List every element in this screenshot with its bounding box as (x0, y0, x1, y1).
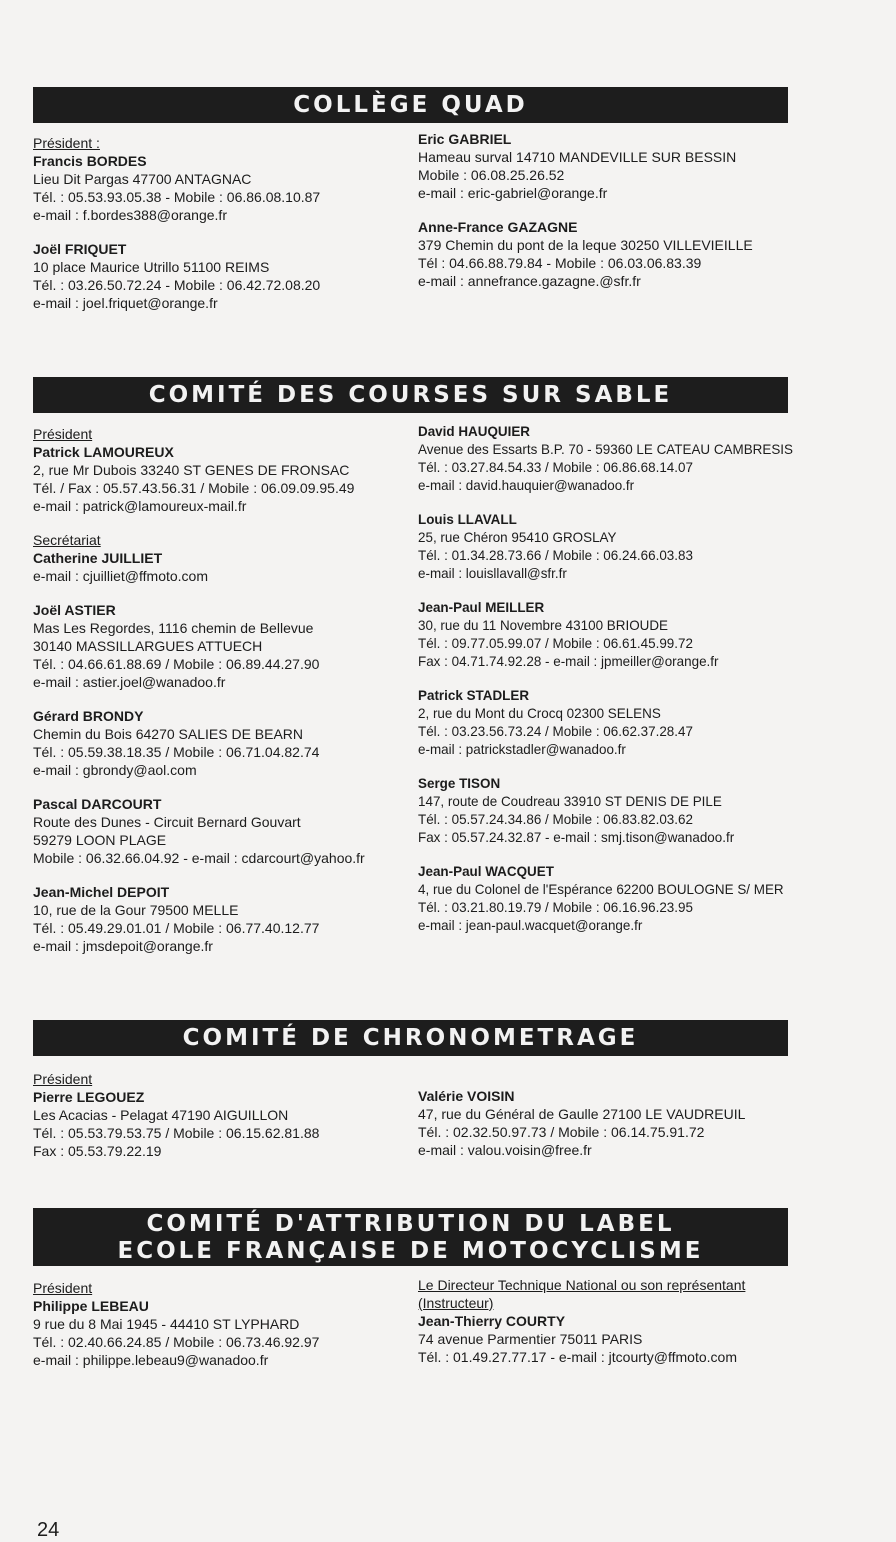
contact-block (33, 883, 403, 955)
section-banner-courses-sur-sable (33, 377, 788, 413)
chronometrage-right-column (418, 1087, 793, 1175)
contact-block (418, 510, 795, 582)
contact-detail-line: 74 avenue Parmentier 75011 PARIS (418, 1331, 643, 1347)
contact-block (418, 598, 795, 670)
contact-detail-line: e-mail : jean-paul.wacquet@orange.fr (418, 917, 643, 933)
contact-name: Jean-Paul MEILLER (418, 599, 545, 615)
contact-block (33, 531, 403, 585)
contact-role: Président (33, 426, 93, 442)
contact-name: Patrick STADLER (418, 687, 530, 703)
contact-detail-line: e-mail : philippe.lebeau9@wanadoo.fr (33, 1352, 269, 1368)
contact-name: Jean-Paul WACQUET (418, 863, 554, 879)
contact-detail-line: e-mail : joel.friquet@orange.fr (33, 295, 218, 311)
contact-role: Président : (33, 135, 100, 151)
contact-block (418, 130, 793, 202)
contact-detail-line: 2, rue Mr Dubois 33240 ST GENES DE FRONSAC (33, 462, 350, 478)
contact-name: Pascal DARCOURT (33, 796, 162, 812)
contact-detail-line: e-mail : astier.joel@wanadoo.fr (33, 674, 226, 690)
contact-detail-line: Route des Dunes - Circuit Bernard Gouvart (33, 814, 301, 830)
contact-detail-line: e-mail : gbrondy@aol.com (33, 762, 197, 778)
contact-detail-line: Mobile : 06.08.25.26.52 (418, 167, 565, 183)
contact-detail-line: Mas Les Regordes, 1116 chemin de Bellevue (33, 620, 314, 636)
contact-block (418, 1276, 793, 1366)
contact-name: Joël ASTIER (33, 602, 116, 618)
contact-detail-line: e-mail : annefrance.gazagne.@sfr.fr (418, 273, 641, 289)
contact-detail-line: 10 place Maurice Utrillo 51100 REIMS (33, 259, 270, 275)
contact-block (33, 425, 403, 515)
contact-detail-line: Tél. : 05.59.38.18.35 / Mobile : 06.71.04.82.74 (33, 744, 320, 760)
contact-detail-line: Mobile : 06.32.66.04.92 - e-mail : cdarcourt@yahoo.fr (33, 850, 365, 866)
contact-detail-line: Tél. : 03.26.50.72.24 - Mobile : 06.42.72.08.20 (33, 277, 321, 293)
contact-detail-line: Tél. : 05.53.79.53.75 / Mobile : 06.15.62.81.88 (33, 1125, 320, 1141)
contact-detail-line: Fax : 05.53.79.22.19 (33, 1143, 162, 1159)
contact-detail-line: Tél. : 02.40.66.24.85 / Mobile : 06.73.46.92.97 (33, 1334, 320, 1350)
label-efm-right-column (418, 1276, 793, 1382)
contact-block (33, 601, 403, 691)
contact-detail-line: e-mail : david.hauquier@wanadoo.fr (418, 477, 635, 493)
contact-name: Jean-Thierry COURTY (418, 1313, 566, 1329)
contact-block (418, 422, 795, 494)
contact-detail-line: 30140 MASSILLARGUES ATTUECH (33, 638, 263, 654)
contact-role: Président (33, 1071, 93, 1087)
contact-detail-line: 4, rue du Colonel de l'Espérance 62200 BOULOGNE S/ MER (418, 881, 784, 897)
contact-detail-line: 30, rue du 11 Novembre 43100 BRIOUDE (418, 617, 669, 633)
contact-detail-line: e-mail : patrickstadler@wanadoo.fr (418, 741, 626, 757)
contact-role: Le Directeur Technique National ou son représentant (Instructeur) (418, 1277, 746, 1311)
contact-detail-line: e-mail : louisllavall@sfr.fr (418, 565, 567, 581)
contact-name: Patrick LAMOUREUX (33, 444, 174, 460)
contact-detail-line: Tél. : 02.32.50.97.73 / Mobile : 06.14.75.91.72 (418, 1124, 705, 1140)
contact-detail-line: 25, rue Chéron 95410 GROSLAY (418, 529, 617, 545)
contact-name: Serge TISON (418, 775, 501, 791)
contact-detail-line: Tél. : 04.66.61.88.69 / Mobile : 06.89.44.27.90 (33, 656, 320, 672)
contact-name: Philippe LEBEAU (33, 1298, 149, 1314)
contact-detail-line: e-mail : eric-gabriel@orange.fr (418, 185, 608, 201)
contact-role: Président (33, 1280, 93, 1296)
contact-detail-line: Tél. : 05.49.29.01.01 / Mobile : 06.77.40.12.77 (33, 920, 320, 936)
contact-name: Francis BORDES (33, 153, 147, 169)
section-banner-chronometrage (33, 1020, 788, 1056)
college-quad-left-column (33, 134, 403, 328)
contact-detail-line: 147, route de Coudreau 33910 ST DENIS DE PILE (418, 793, 722, 809)
contact-detail-line: 379 Chemin du pont de la leque 30250 VILLEVIEILLE (418, 237, 753, 253)
contact-detail-line: Tél. : 09.77.05.99.07 / Mobile : 06.61.45.99.72 (418, 635, 693, 651)
section-title-line-1: COMITÉ D'ATTRIBUTION DU LABEL (146, 1211, 675, 1237)
contact-name: Eric GABRIEL (418, 131, 512, 147)
contact-block (33, 1279, 403, 1369)
contact-name: Joël FRIQUET (33, 241, 127, 257)
contact-detail-line: 47, rue du Général de Gaulle 27100 LE VAUDREUIL (418, 1106, 746, 1122)
contact-block (33, 707, 403, 779)
contact-detail-line: Tél. : 03.27.84.54.33 / Mobile : 06.86.68.14.07 (418, 459, 693, 475)
contact-detail-line: Fax : 04.71.74.92.28 - e-mail : jpmeiller@orange.fr (418, 653, 719, 669)
contact-detail-line: e-mail : cjuilliet@ffmoto.com (33, 568, 208, 584)
contact-name: Anne-France GAZAGNE (418, 219, 578, 235)
contact-block (418, 686, 795, 758)
contact-block (33, 134, 403, 224)
contact-name: Gérard BRONDY (33, 708, 144, 724)
contact-detail-line: e-mail : patrick@lamoureux-mail.fr (33, 498, 247, 514)
contact-block (33, 1070, 403, 1160)
contact-name: Pierre LEGOUEZ (33, 1089, 145, 1105)
contact-detail-line: Tél. : 05.53.93.05.38 - Mobile : 06.86.08.10.87 (33, 189, 321, 205)
section-title: COMITÉ DES COURSES SUR SABLE (148, 382, 673, 408)
contact-block (418, 774, 795, 846)
contact-detail-line: e-mail : valou.voisin@free.fr (418, 1142, 592, 1158)
contact-role: Secrétariat (33, 532, 101, 548)
contact-detail-line: Hameau surval 14710 MANDEVILLE SUR BESSIN (418, 149, 737, 165)
contact-detail-line: Chemin du Bois 64270 SALIES DE BEARN (33, 726, 304, 742)
contact-block (418, 218, 793, 290)
contact-name: David HAUQUIER (418, 423, 531, 439)
contact-block (418, 1087, 793, 1159)
contact-detail-line: Tél. : 05.57.24.34.86 / Mobile : 06.83.82.03.62 (418, 811, 693, 827)
courses-sable-right-column (418, 422, 795, 950)
courses-sable-left-column (33, 425, 403, 971)
contact-detail-line: Lieu Dit Pargas 47700 ANTAGNAC (33, 171, 252, 187)
contact-detail-line: Tél. : 03.21.80.19.79 / Mobile : 06.16.96.23.95 (418, 899, 693, 915)
contact-detail-line: Tél. : 01.49.27.77.17 - e-mail : jtcourty@ffmoto.com (418, 1349, 737, 1365)
contact-detail-line: Avenue des Essarts B.P. 70 - 59360 LE CATEAU CAMBRESIS (418, 441, 794, 457)
contact-detail-line: 2, rue du Mont du Crocq 02300 SELENS (418, 705, 661, 721)
contact-name: Louis LLAVALL (418, 511, 517, 527)
contact-detail-line: e-mail : f.bordes388@orange.fr (33, 207, 227, 223)
section-title: COLLÈGE QUAD (293, 92, 528, 118)
contact-detail-line: Tél : 04.66.88.79.84 - Mobile : 06.03.06.83.39 (418, 255, 702, 271)
contact-name: Valérie VOISIN (418, 1088, 515, 1104)
section-title: COMITÉ DE CHRONOMETRAGE (182, 1025, 639, 1051)
contact-detail-line: Tél. : 01.34.28.73.66 / Mobile : 06.24.66.03.83 (418, 547, 693, 563)
contact-detail-line: Tél. / Fax : 05.57.43.56.31 / Mobile : 06.09.09.95.49 (33, 480, 355, 496)
college-quad-right-column (418, 130, 793, 306)
contact-detail-line: 9 rue du 8 Mai 1945 - 44410 ST LYPHARD (33, 1316, 300, 1332)
contact-block (418, 862, 795, 934)
contact-detail-line: Les Acacias - Pelagat 47190 AIGUILLON (33, 1107, 289, 1123)
contact-block (33, 795, 403, 867)
contact-block (33, 240, 403, 312)
section-title-line-2: ECOLE FRANÇAISE DE MOTOCYCLISME (117, 1238, 704, 1264)
label-efm-left-column (33, 1279, 403, 1385)
chronometrage-left-column (33, 1070, 403, 1176)
contact-detail-line: Tél. : 03.23.56.73.24 / Mobile : 06.62.37.28.47 (418, 723, 693, 739)
contact-name: Catherine JUILLIET (33, 550, 163, 566)
page-number: 24 (37, 1519, 60, 1541)
section-banner-college-quad (33, 87, 788, 123)
contact-detail-line: Fax : 05.57.24.32.87 - e-mail : smj.tison@wanadoo.fr (418, 829, 735, 845)
section-banner-label-efm (33, 1208, 788, 1266)
contact-detail-line: e-mail : jmsdepoit@orange.fr (33, 938, 213, 954)
contact-detail-line: 59279 LOON PLAGE (33, 832, 167, 848)
contact-detail-line: 10, rue de la Gour 79500 MELLE (33, 902, 239, 918)
contact-name: Jean-Michel DEPOIT (33, 884, 170, 900)
